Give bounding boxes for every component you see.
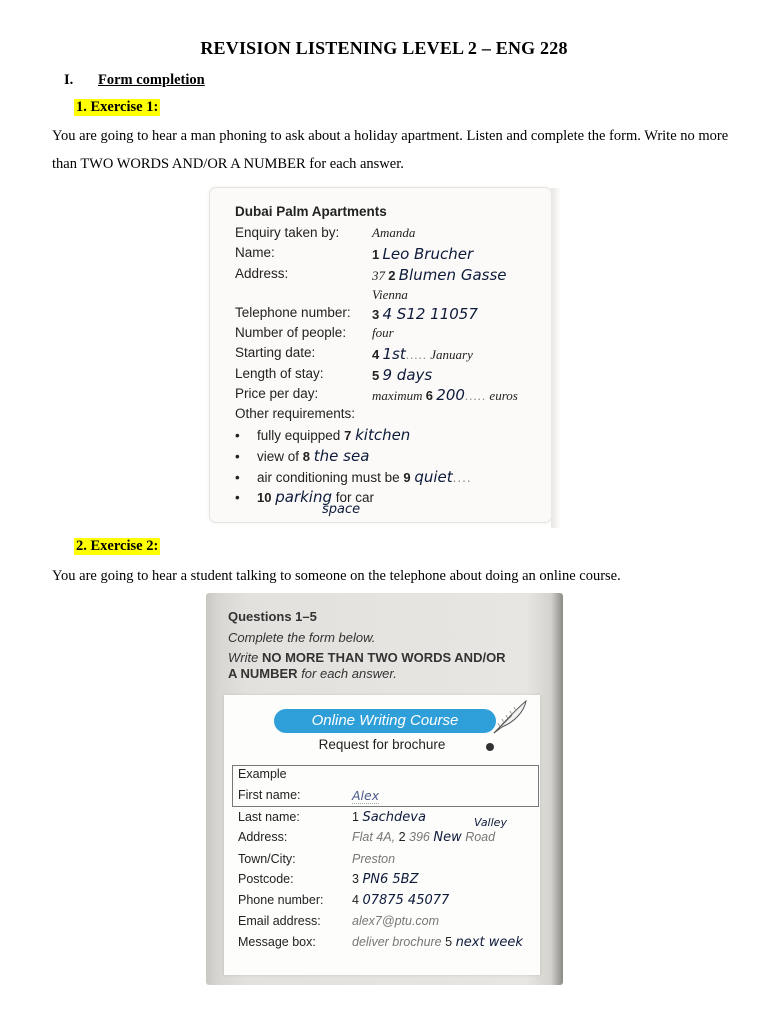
row-value <box>372 366 432 384</box>
other-requirements-label: Other requirements: <box>235 406 356 421</box>
requirement-item: • 10 parking for car <box>235 488 375 506</box>
handwritten-answer: PN6 5BZ <box>362 872 419 887</box>
form-row-postcode <box>238 872 419 887</box>
row-value: Vienna <box>372 287 408 302</box>
question-number: 7 <box>344 428 352 443</box>
question-number: 10 <box>257 490 272 505</box>
form-row-phone <box>238 893 450 908</box>
question-number: 4 <box>352 893 359 907</box>
form-row-last-name <box>238 810 426 825</box>
row-label: Phone number: <box>238 893 324 907</box>
handwritten-answer: parking <box>275 488 332 506</box>
course-banner: Online Writing Course <box>274 709 496 733</box>
question-number: 3 <box>352 872 359 886</box>
item-text: fully equipped <box>257 428 341 443</box>
item-text: for car <box>335 490 375 505</box>
handwritten-answer: kitchen <box>355 426 411 444</box>
row-value: Alex <box>352 788 380 803</box>
form-row-starting-date <box>235 345 473 363</box>
item-text: air conditioning must be <box>257 470 400 485</box>
handwritten-answer: 9 days <box>382 366 433 384</box>
row-value: maximum 6 200..... euros <box>372 386 518 404</box>
form-row-people <box>235 325 394 340</box>
handwritten-answer: 200 <box>436 386 465 404</box>
row-label: Name: <box>235 245 275 260</box>
handwritten-answer: Sachdeva <box>362 810 426 825</box>
row-value <box>352 872 419 887</box>
row-label: Town/City: <box>238 852 296 866</box>
form-row-name <box>235 245 474 263</box>
address-prefix: 37 <box>372 268 385 283</box>
handwritten-answer-extra: space <box>322 502 361 517</box>
form-heading: Dubai Palm Apartments <box>235 204 387 219</box>
handwritten-answer: 07875 45077 <box>362 893 450 908</box>
question-number: 9 <box>403 470 411 485</box>
handwritten-answer: New <box>433 830 462 845</box>
row-label: Length of stay: <box>235 366 324 381</box>
handwritten-answer: 4 S12 11057 <box>382 305 478 323</box>
brochure-subtitle: Request for brochure <box>318 737 446 752</box>
row-suffix: January <box>430 347 473 362</box>
section-heading <box>64 72 205 89</box>
row-label: First name: <box>238 788 301 802</box>
requirement-item: • fully equipped 7 kitchen <box>235 426 411 444</box>
row-value <box>352 810 426 825</box>
exercise-2-label: 2. Exercise 2: <box>76 538 159 554</box>
section-label: Form completion <box>98 72 205 88</box>
question-number: 1 <box>372 247 380 262</box>
handwritten-answer: Leo Brucher <box>382 245 474 263</box>
form-row-length <box>235 366 433 384</box>
exercise-2-instructions: You are going to hear a student talking to someone on the telephone about doing an online course. <box>52 568 621 584</box>
question-number: 6 <box>425 388 434 403</box>
row-value <box>372 305 478 323</box>
row-value <box>372 266 507 284</box>
price-prefix: maximum <box>372 388 423 403</box>
course-form-photo <box>206 593 563 985</box>
handwritten-answer: 1st <box>382 345 406 363</box>
handwritten-answer: the sea <box>313 447 370 465</box>
section-number: I. <box>64 72 74 88</box>
form-row-first-name <box>238 788 380 803</box>
row-value: deliver brochure 5 next week <box>352 935 523 950</box>
row-value: Amanda <box>372 225 416 240</box>
row-label: Address: <box>238 830 288 844</box>
row-label: Message box: <box>238 935 316 949</box>
requirement-item: • view of 8 the sea <box>235 447 370 465</box>
row-value <box>352 893 449 908</box>
row-value <box>372 245 473 263</box>
form-row-address <box>235 266 507 284</box>
row-value: 4 1st..... January <box>372 345 473 363</box>
exercise-1-instructions: You are going to hear a man phoning to ask about a holiday apartment. Listen and complete the form. Write no more than TWO WORDS AND/OR A NUMBER for each answer. <box>52 128 729 172</box>
row-value: alex7@ptu.com <box>352 914 440 928</box>
row-label: Number of people: <box>235 325 347 340</box>
row-label: Email address: <box>238 914 321 928</box>
example-label: Example <box>238 767 287 781</box>
row-label: Last name: <box>238 810 300 824</box>
questions-instruction-3: A NUMBER for each answer. <box>228 666 397 681</box>
questions-instruction-1: Complete the form below. <box>228 630 376 645</box>
row-value: Flat 4A, 2 396 New Road <box>352 830 496 845</box>
handwritten-answer: Blumen Gasse <box>398 266 507 284</box>
row-label: Price per day: <box>235 386 319 401</box>
row-label: Postcode: <box>238 872 294 886</box>
apartment-form-photo <box>210 188 551 522</box>
question-number: 2 <box>398 830 406 844</box>
row-label: Address: <box>235 266 289 281</box>
questions-instruction-2: Write NO MORE THAN TWO WORDS AND/OR <box>228 650 506 665</box>
question-number: 4 <box>372 347 380 362</box>
row-suffix: euros <box>489 388 518 403</box>
form-row-price <box>235 386 518 404</box>
row-value: Preston <box>352 852 396 866</box>
row-value: four <box>372 325 394 340</box>
requirement-item: • air conditioning must be 9 quiet.... <box>235 468 472 486</box>
question-number: 3 <box>372 307 380 322</box>
form-row-town <box>238 852 396 866</box>
handwritten-answer-extra: Valley <box>474 816 507 829</box>
question-number: 5 <box>372 368 380 383</box>
handwritten-answer: next week <box>455 935 523 950</box>
ink-dot-icon <box>486 743 494 751</box>
row-label: Telephone number: <box>235 305 351 320</box>
exercise-1-label: 1. Exercise 1: <box>76 99 159 115</box>
photo-edge-shadow <box>551 188 561 528</box>
form-row-telephone <box>235 305 478 323</box>
question-number: 2 <box>388 268 396 283</box>
form-row-email <box>238 914 440 928</box>
quill-icon <box>490 697 530 737</box>
item-text: view of <box>257 449 300 464</box>
question-number: 8 <box>302 449 311 464</box>
question-number: 5 <box>445 935 453 949</box>
row-label: Enquiry taken by: <box>235 225 340 240</box>
form-row-enquiry <box>235 225 416 240</box>
questions-heading: Questions 1–5 <box>228 609 317 624</box>
brochure-form-card <box>224 695 540 975</box>
form-row-message <box>238 935 523 950</box>
page-title: REVISION LISTENING LEVEL 2 – ENG 228 <box>200 38 568 58</box>
row-label: Starting date: <box>235 345 316 360</box>
handwritten-answer: quiet <box>414 468 453 486</box>
question-number: 1 <box>352 810 359 824</box>
